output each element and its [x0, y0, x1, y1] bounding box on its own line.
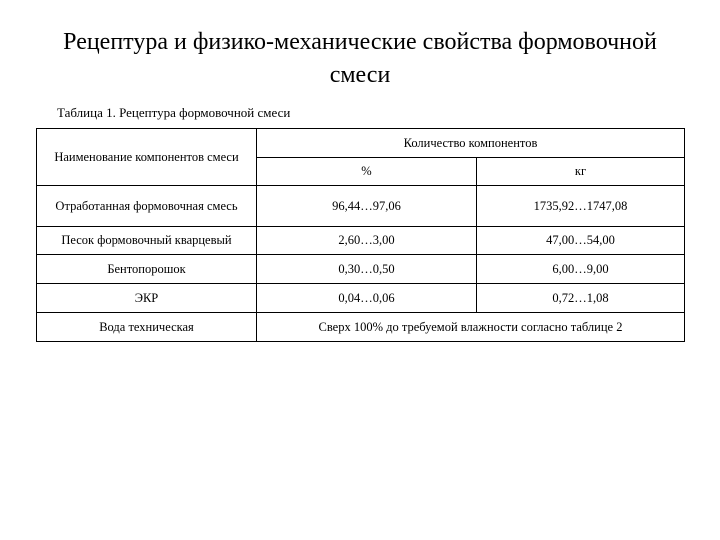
- row-name: Отработанная формовочная смесь: [37, 186, 257, 227]
- row-kg: 0,72…1,08: [477, 284, 685, 313]
- table-row: [37, 255, 685, 284]
- row-kg: 6,00…9,00: [477, 255, 685, 284]
- header-percent: %: [257, 158, 477, 186]
- row-name: Бентопорошок: [37, 255, 257, 284]
- row-name: Вода техническая: [37, 313, 257, 342]
- row-name: ЭКР: [37, 284, 257, 313]
- table-row: [37, 186, 685, 227]
- header-component-name: Наименование компонентов смеси: [37, 129, 257, 186]
- table-row: [37, 284, 685, 313]
- recipe-table: [36, 128, 685, 342]
- row-percent: 0,30…0,50: [257, 255, 477, 284]
- table-caption: Таблица 1. Рецептура формовочной смеси: [57, 105, 291, 120]
- table-header-row: [37, 129, 685, 158]
- row-percent: 0,04…0,06: [257, 284, 477, 313]
- table-row: [37, 227, 685, 255]
- row-name: Песок формовочный кварцевый: [37, 227, 257, 255]
- header-component-amount: Количество компонентов: [257, 129, 685, 158]
- row-percent: 2,60…3,00: [257, 227, 477, 255]
- row-kg: 1735,92…1747,08: [477, 186, 685, 227]
- header-kg: кг: [477, 158, 685, 186]
- row-percent: 96,44…97,06: [257, 186, 477, 227]
- row-merged-note: Сверх 100% до требуемой влажности согласно таблице 2: [257, 313, 685, 342]
- page-title: Рецептура и физико-механические свойства формовочной смеси: [63, 29, 657, 88]
- row-kg: 47,00…54,00: [477, 227, 685, 255]
- table-row: [37, 313, 685, 342]
